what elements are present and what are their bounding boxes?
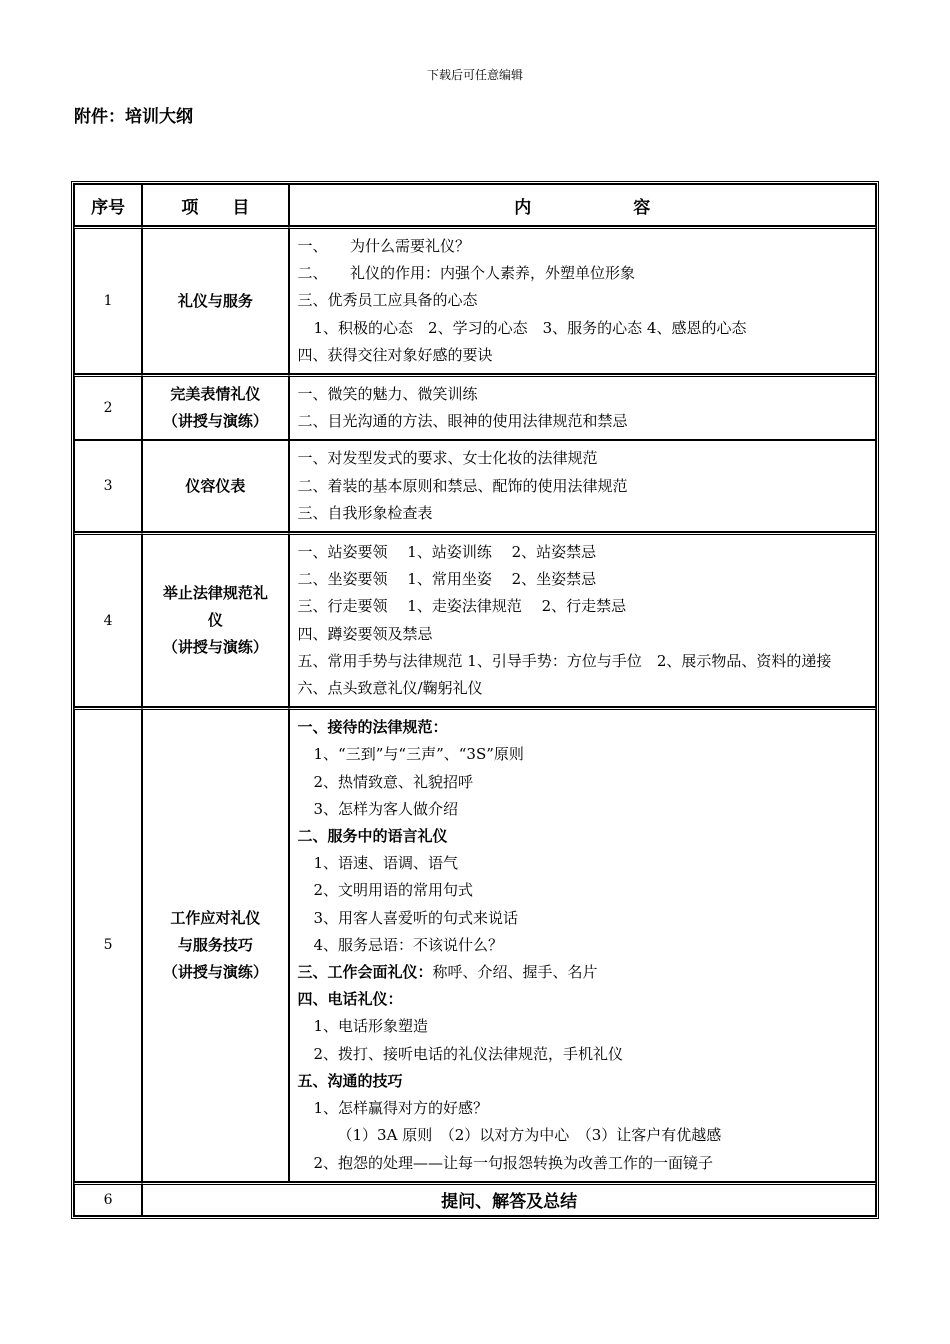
table-row bbox=[74, 226, 876, 374]
content-line-text: 一、 为什么需要礼仪？ bbox=[297, 237, 471, 255]
table-row bbox=[74, 374, 876, 440]
content-line-text: 1、“三到”与“三声”、“3S”原则 bbox=[313, 745, 524, 764]
table-body bbox=[74, 226, 876, 1216]
content-line bbox=[298, 445, 869, 472]
content-line bbox=[298, 714, 869, 741]
row-number: 4 bbox=[74, 532, 142, 707]
content-line-text: 一、对发型发式的要求、女士化妆的法律规范 bbox=[297, 449, 598, 468]
content-line-text: 1、语速、语调、语气 bbox=[313, 854, 459, 873]
content-line-text: 三、行走要领 1、走姿法律规范 2、行走禁忌 bbox=[297, 597, 627, 616]
table-row bbox=[74, 440, 876, 532]
content-line bbox=[298, 1041, 869, 1068]
content-line bbox=[298, 1122, 869, 1149]
content-line bbox=[298, 986, 869, 1013]
content-line-text: （1）3A 原则 （2）以对方为中心 （3）让客户有优越感 bbox=[337, 1126, 722, 1145]
content-line bbox=[298, 539, 869, 566]
content-line-text: 4、服务忌语：不该说什么？ bbox=[313, 935, 504, 954]
row-number: 3 bbox=[74, 440, 142, 532]
content-line-text: 六、点头致意礼仪/鞠躬礼仪 bbox=[297, 679, 483, 698]
row-number: 1 bbox=[74, 226, 142, 374]
content-line bbox=[298, 796, 869, 823]
content-line bbox=[298, 850, 869, 877]
row-item-title bbox=[142, 532, 288, 707]
item-title-line: 礼仪与服务 bbox=[177, 291, 253, 310]
row-content bbox=[289, 440, 876, 532]
attachment-title: 附件：培训大纲 bbox=[74, 107, 193, 127]
row-content bbox=[289, 707, 876, 1181]
item-title-line: 完美表情礼仪 bbox=[170, 385, 261, 404]
training-outline-table bbox=[71, 181, 879, 1219]
content-line-text: 四、电话礼仪： bbox=[297, 990, 403, 1009]
content-line bbox=[298, 315, 869, 342]
header-no: 序号 bbox=[74, 184, 142, 226]
content-line bbox=[298, 905, 869, 932]
content-line bbox=[298, 648, 869, 675]
table-header-row bbox=[74, 184, 876, 226]
summary-text: 提问、解答及总结 bbox=[142, 1182, 876, 1216]
item-title-line: （讲授与演练） bbox=[162, 638, 268, 657]
content-line bbox=[298, 1013, 869, 1040]
content-line bbox=[298, 342, 869, 369]
content-line-text: 三、自我形象检查表 bbox=[297, 503, 433, 522]
content-line bbox=[298, 381, 869, 408]
content-line bbox=[298, 823, 869, 850]
content-line bbox=[298, 1095, 869, 1122]
content-line-text: 2、拨打、接听电话的礼仪法律规范，手机礼仪 bbox=[313, 1044, 624, 1063]
content-line bbox=[298, 473, 869, 500]
content-line bbox=[298, 621, 869, 648]
row-number: 2 bbox=[74, 374, 142, 440]
content-line-text: 1、电话形象塑造 bbox=[313, 1017, 429, 1036]
row-number: 6 bbox=[74, 1182, 142, 1216]
content-line-text: 1、积极的心态 2、学习的心态 3、服务的心态 4、感恩的心态 bbox=[313, 318, 747, 337]
row-item-title bbox=[142, 440, 288, 532]
summary-row bbox=[74, 1182, 876, 1216]
header-content: 内 容 bbox=[289, 184, 876, 226]
content-line bbox=[298, 675, 869, 702]
item-title-line: （讲授与演练） bbox=[162, 412, 268, 431]
content-line-text: 3、用客人喜爱听的句式来说话 bbox=[313, 908, 519, 927]
item-title-line: 仪 bbox=[207, 611, 223, 630]
content-line-text: 四、蹲姿要领及禁忌 bbox=[297, 624, 433, 643]
content-line bbox=[298, 741, 869, 768]
content-line bbox=[298, 877, 869, 904]
content-line bbox=[298, 1068, 869, 1095]
content-line bbox=[298, 500, 869, 527]
content-line-text: 五、常用手势与法律规范 1、引导手势：方位与手位 2、展示物品、资料的递接 bbox=[297, 651, 832, 670]
content-line bbox=[298, 932, 869, 959]
content-line bbox=[298, 408, 869, 435]
item-title-line: 举止法律规范礼 bbox=[162, 584, 268, 603]
row-content bbox=[289, 226, 876, 374]
row-item-title bbox=[142, 226, 288, 374]
content-line bbox=[298, 260, 869, 287]
content-line-text: 二、 礼仪的作用：内强个人素养，外塑单位形象 bbox=[297, 264, 636, 283]
content-line bbox=[298, 769, 869, 796]
item-title-line: 仪容仪表 bbox=[185, 476, 246, 495]
row-number: 5 bbox=[74, 707, 142, 1181]
content-line-text: 二、着装的基本原则和禁忌、配饰的使用法律规范 bbox=[297, 476, 628, 495]
content-line-text: 1、怎样赢得对方的好感？ bbox=[313, 1099, 489, 1118]
content-line-text: 2、热情致意、礼貌招呼 bbox=[313, 772, 474, 791]
row-item-title bbox=[142, 707, 288, 1181]
item-title-line: 与服务技巧 bbox=[177, 935, 253, 954]
header-item: 项 目 bbox=[142, 184, 288, 226]
content-line-text: 二、坐姿要领 1、常用坐姿 2、坐姿禁忌 bbox=[297, 570, 597, 589]
content-line-text: 二、目光沟通的方法、眼神的使用法律规范和禁忌 bbox=[297, 412, 628, 431]
item-title-line: 工作应对礼仪 bbox=[170, 908, 261, 927]
content-line-text: 2、抱怨的处理——让每一句报怨转换为改善工作的一面镜子 bbox=[313, 1153, 714, 1172]
table-row bbox=[74, 532, 876, 707]
content-line-tail: 称呼、介绍、握手、名片 bbox=[432, 963, 598, 982]
content-line bbox=[298, 233, 869, 260]
content-line-text: 2、文明用语的常用句式 bbox=[313, 881, 474, 900]
content-line-text: 一、微笑的魅力、微笑训练 bbox=[297, 385, 478, 404]
row-content bbox=[289, 532, 876, 707]
content-line bbox=[298, 959, 869, 986]
content-line-text: 四、获得交往对象好感的要诀 bbox=[297, 345, 493, 364]
row-content bbox=[289, 374, 876, 440]
content-line bbox=[298, 287, 869, 314]
content-line-text: 3、怎样为客人做介绍 bbox=[313, 799, 459, 818]
content-line-text: 一、接待的法律规范： bbox=[297, 718, 448, 737]
table-row bbox=[74, 707, 876, 1181]
content-line-text: 三、工作会面礼仪： bbox=[297, 963, 433, 982]
item-title-line: （讲授与演练） bbox=[162, 962, 268, 981]
header-note: 下载后可任意编辑 bbox=[426, 68, 523, 82]
content-line bbox=[298, 1150, 869, 1177]
content-line-text: 五、沟通的技巧 bbox=[297, 1071, 403, 1090]
content-line bbox=[298, 566, 869, 593]
content-line-text: 三、优秀员工应具备的心态 bbox=[297, 291, 478, 310]
content-line-text: 一、站姿要领 1、站姿训练 2、站姿禁忌 bbox=[297, 543, 597, 562]
content-line-text: 二、服务中的语言礼仪 bbox=[297, 827, 448, 846]
row-item-title bbox=[142, 374, 288, 440]
content-line bbox=[298, 593, 869, 620]
